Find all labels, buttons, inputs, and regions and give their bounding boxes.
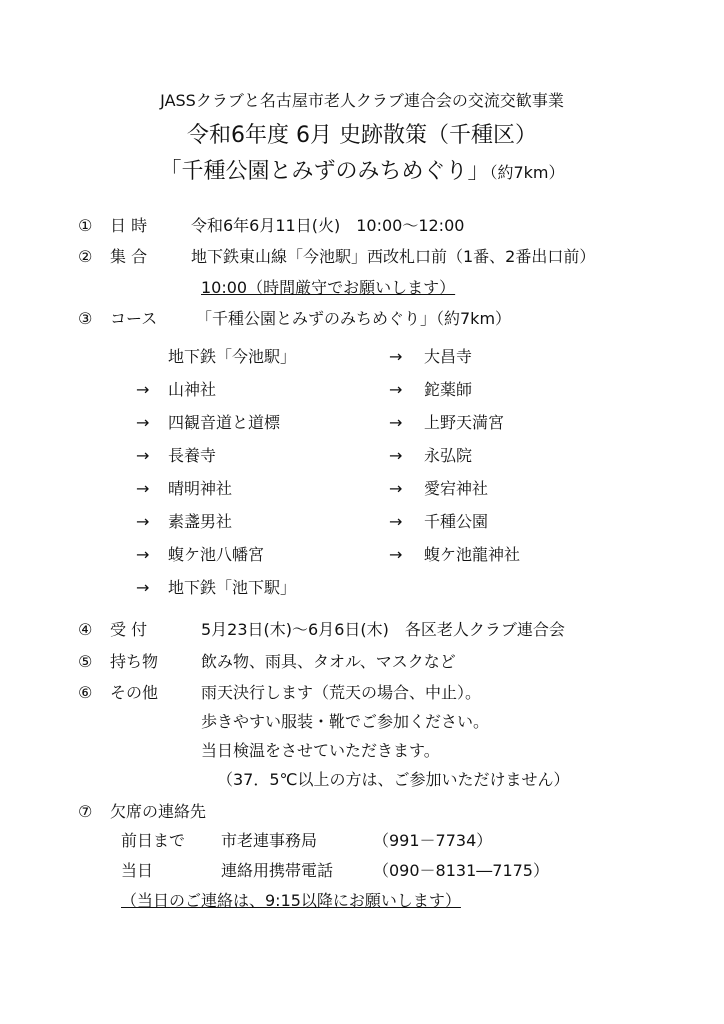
route-arrow: → xyxy=(136,446,150,465)
item-number: ⑥ xyxy=(78,683,93,702)
event-subtitle xyxy=(0,154,724,185)
contact-phone: （991－7734） xyxy=(373,831,493,850)
contact-when: 前日まで xyxy=(121,831,186,850)
route-arrow: → xyxy=(136,578,150,597)
route-stop: 千種公園 xyxy=(424,512,489,531)
route-arrow: → xyxy=(389,380,403,399)
route-stop: 素盞男社 xyxy=(168,512,233,531)
item-label: コース xyxy=(110,309,158,328)
route-stop: 四観音道と道標 xyxy=(168,413,281,432)
route-stop: 愛宕神社 xyxy=(424,479,489,498)
route-arrow: → xyxy=(389,446,403,465)
route-arrow: → xyxy=(136,512,150,531)
item-label: その他 xyxy=(110,683,159,702)
item-label: 受 付 xyxy=(110,620,148,639)
reception-value: 5月23日(木)～6月6日(木) 各区老人クラブ連合会 xyxy=(201,620,565,639)
item-number: ⑦ xyxy=(78,802,93,821)
route-stop: 蝮ケ池八幡宮 xyxy=(168,545,265,564)
route-stop: 永弘院 xyxy=(424,446,473,465)
other-note: 当日検温をさせていただきます。 xyxy=(201,741,440,760)
route-stop: 鉈薬師 xyxy=(424,380,473,399)
route-stop: 山神社 xyxy=(168,380,217,399)
route-arrow: → xyxy=(136,380,150,399)
meeting-time-note: 10:00（時間厳守でお願いします） xyxy=(201,278,456,297)
contact-when: 当日 xyxy=(121,861,154,880)
route-stop: 大昌寺 xyxy=(424,347,473,366)
item-number: ① xyxy=(78,216,93,235)
route-arrow: → xyxy=(136,413,150,432)
route-arrow: → xyxy=(389,479,403,498)
route-arrow: → xyxy=(389,347,403,366)
item-number: ③ xyxy=(78,309,93,328)
item-label: 日 時 xyxy=(110,216,148,235)
item-number: ⑤ xyxy=(78,652,93,671)
route-stop: 晴明神社 xyxy=(168,479,233,498)
date-value: 令和6年6月11日(火) 10:00～12:00 xyxy=(191,216,465,235)
other-note: （37．5℃以上の方は、ご参加いただけません） xyxy=(217,770,570,789)
meeting-place: 地下鉄東山線「今池駅」西改札口前（1番、2番出口前） xyxy=(191,247,596,266)
route-arrow: → xyxy=(389,413,403,432)
contact-name: 連絡用携帯電話 xyxy=(221,861,334,880)
route-arrow: → xyxy=(389,545,403,564)
item-number: ② xyxy=(78,247,93,266)
route-arrow: → xyxy=(136,479,150,498)
other-note: 歩きやすい服装・靴でご参加ください。 xyxy=(201,712,490,731)
item-label: 持ち物 xyxy=(110,652,159,671)
route-stop: 地下鉄「今池駅」 xyxy=(168,347,297,366)
course-name: 「千種公園とみずのみちめぐり」 xyxy=(159,159,490,184)
item-number: ④ xyxy=(78,620,93,639)
belongings-value: 飲み物、雨具、タオル、マスクなど xyxy=(201,652,456,671)
course-value: 「千種公園とみずのみちめぐり」（約7km） xyxy=(196,309,512,328)
event-title: 令和6年度 6月 史跡散策（千種区） xyxy=(187,123,537,148)
organizer-line: JASSクラブと名古屋市老人クラブ連合会の交流交歓事業 xyxy=(160,91,564,110)
route-stop: 蝮ケ池龍神社 xyxy=(424,545,521,564)
route-arrow: → xyxy=(389,512,403,531)
item-label: 欠席の連絡先 xyxy=(110,802,207,821)
route-arrow: → xyxy=(136,545,150,564)
contact-phone: （090－8131―7175） xyxy=(373,861,549,880)
item-label: 集 合 xyxy=(110,247,148,266)
course-distance: （約7km） xyxy=(489,163,565,182)
route-stop: 上野天満宮 xyxy=(424,413,505,432)
route-stop: 地下鉄「池下駅」 xyxy=(168,578,297,597)
contact-note: （当日のご連絡は、9:15以降にお願いします） xyxy=(121,891,461,910)
other-note: 雨天決行します（荒天の場合、中止）。 xyxy=(201,683,482,702)
route-stop: 長養寺 xyxy=(168,446,217,465)
contact-name: 市老連事務局 xyxy=(221,831,318,850)
